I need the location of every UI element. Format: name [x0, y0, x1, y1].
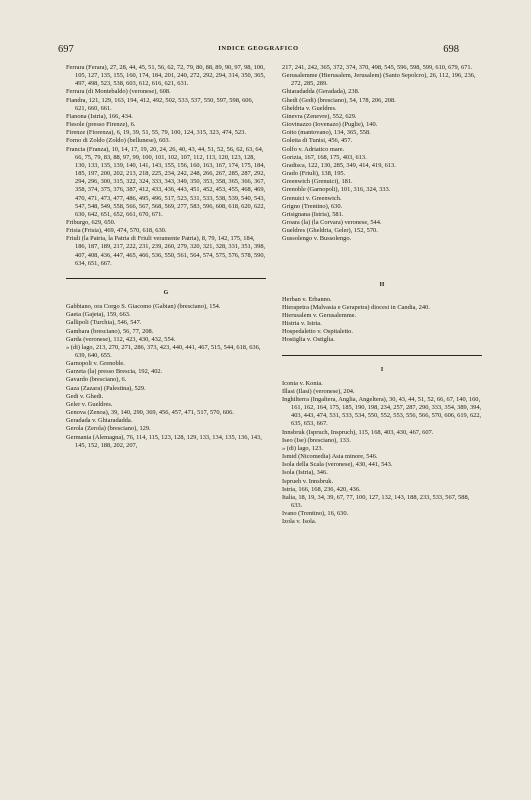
index-entry: Isprueh v. Innsbruk. — [282, 477, 334, 485]
index-entry: Gerola (Zerola) (bresciano), 129. — [66, 425, 151, 433]
section-g-entries — [66, 303, 266, 450]
index-entry: Grigno (Trentino), 630. — [282, 202, 343, 210]
index-entry: Fiesole (presso Firenze), 6. — [66, 121, 136, 129]
index-entry: Herban v. Erbanno. — [282, 295, 332, 303]
running-title: INDICE GEOGRAFICO — [218, 45, 299, 52]
index-entry: Gedi v. Ghedi. — [66, 392, 104, 400]
index-entry: Goito (mantovano), 134, 365, 558. — [282, 129, 371, 137]
section-h-entries — [282, 296, 482, 345]
index-entry: Inghilterra (Ingaltera, Anglia, Angeltera), 30, 43, 44, 51, 52, 66, 67, 140, 160, 161, 162, 164, 175, 185, 190, 198, 234, 257, 287, 290, 333, 354, 389, 394, 403, 443, 474, 531, 533, 534, 550, 552, 553, 556, 566, 570, 606, 619, 622, 635, 653, 667. — [282, 396, 482, 428]
index-entry: Gallipoli (Turchia), 546, 547. — [66, 319, 142, 327]
section-divider — [66, 278, 266, 279]
index-entry: Gavardo (bresciano), 6. — [66, 376, 127, 384]
index-entry: Innsbruk (Ispruch, Inspruch), 115, 168, 403, 430, 467, 607. — [282, 428, 434, 436]
index-entry: Friuli (la Patria, la Patria di Friuli veramente Patria), 8, 79, 142, 175, 184, 186, 187, 189, 217, 222, 231, 239, 260, 279, 320, 321, 328, 331, 351, 398, 407, 408, 436, 447, 465, 466, 536, 550, 561, 564, 574, 575, 576, 578, 590, 634, 651, 667. — [66, 235, 266, 267]
section-letter-h: H — [379, 282, 385, 289]
index-entry: Isola (Istria), 346. — [282, 469, 328, 477]
index-entry: Gheldria v. Gueldres. — [282, 104, 337, 112]
right-page-number: 698 — [443, 44, 459, 55]
index-entry: Grado (Friuli), 138, 195. — [282, 170, 346, 178]
index-entry: Gerusalemme (Hierusalem, Jerusalem) (Santo Sepolcro), 26, 112, 196, 236, 272, 285, 289. — [282, 72, 476, 88]
index-entry: Grisignana (Istria), 581. — [282, 210, 344, 218]
index-entry: » (di) lago, 213, 270, 271, 286, 373, 423, 440, 441, 467, 515, 544, 618, 636, 639, 640, 655. — [66, 343, 261, 359]
index-entry: Gorizia, 167, 168, 175, 403, 613. — [282, 153, 367, 161]
section-letter-i: I — [380, 366, 384, 373]
index-entry: Grenoble (Garnopoli), 101, 316, 324, 333. — [282, 186, 391, 194]
left-column — [66, 64, 266, 450]
index-entry: Italia, 18, 19, 34, 39, 67, 77, 100, 127, 132, 143, 188, 233, 533, 567, 588, 633. — [282, 493, 470, 510]
index-entry: Germania (Alemagna), 76, 114, 115, 123, 128, 129, 133, 134, 135, 136, 143, 145, 152, 188, 202, 207, — [66, 433, 262, 449]
index-entry: Golfo v. Adriatico mare. — [282, 145, 345, 153]
index-entry: Gaza (Zazara) (Palestina), 529. — [66, 384, 146, 392]
index-entry: Genova (Zenoa), 39, 140, 290, 369, 456, 457, 471, 517, 570, 606. — [66, 409, 234, 417]
index-entry: Greenwich (Grenuici), 181. — [282, 178, 353, 186]
page-header — [58, 44, 459, 58]
index-entry: Hierusalem v. Gerusalemme. — [282, 311, 357, 319]
index-entry: Isola della Scala (veronese), 430, 441, 543. — [282, 461, 393, 469]
index-entry: Izola v. Isola. — [282, 518, 317, 526]
section-i-entries — [282, 380, 482, 527]
index-entry: Gussolengo v. Bussolengo. — [282, 235, 352, 243]
index-entry: Garnopoli v. Grenoble. — [66, 360, 125, 368]
index-entry: Goletta di Tunisi, 456, 457. — [282, 137, 353, 145]
index-entry: Ismid (Nicomedia) Asia minore, 546. — [282, 453, 378, 461]
index-entry: Iseo (Ise) (bresciano), 133. — [282, 436, 351, 444]
index-entry: Friburgo, 629, 650. — [66, 218, 116, 226]
index-entry: Ferrara (Ferara), 27, 28, 44, 45, 51, 56, 62, 72, 79, 80, 88, 89, 90, 97, 98, 100, 105, 127, 135, 155, 160, 174, 184, 201, 240, 272, 292, 294, 314, 350, 365, 497, 498, 523, 538, 603, 612, 616, 621, 631. — [66, 64, 266, 88]
section-letter-g: G — [163, 289, 169, 296]
left-page-number: 697 — [58, 44, 74, 55]
index-entry: 217, 241, 242, 365, 372, 374, 370, 498, 545, 596, 598, 599, 610, 679, 671. — [282, 64, 473, 71]
index-entry: Iconia v. Konia. — [282, 379, 323, 387]
index-entry: » (di) lago, 123. — [282, 444, 323, 452]
index-entry: Giovinazzo (Iovenazo) (Puglie), 140. — [282, 121, 378, 129]
index-entry: Gueldres (Gheldria, Geler), 152, 570. — [282, 227, 378, 235]
index-entry: Gaeta (Gajeta), 159, 663. — [66, 311, 131, 319]
section-divider — [282, 355, 482, 356]
index-entry: Ferrara (di Montebaldo) (veronese), 608. — [66, 88, 171, 96]
index-entry: Gambara (bresciano), 56, 77, 208. — [66, 327, 154, 335]
index-entry: Istria, 166, 168, 236, 420, 436. — [282, 485, 361, 493]
index-entry: Firenze (Fiorenza), 6, 19, 39, 51, 55, 79, 100, 124, 315, 323, 474, 523. — [66, 129, 246, 137]
index-entry: Fianona (Istria), 166, 434. — [66, 112, 133, 120]
index-entry: Hostiglia v. Ostiglia. — [282, 336, 335, 344]
index-entry: Garzeta (la) presso Brescia, 192, 402. — [66, 368, 163, 376]
index-entry: Francia (Franza), 10, 14, 17, 19, 20, 24, 26, 40, 43, 44, 51, 52, 56, 62, 63, 64, 66, 75, 79, 83, 88, 97, 99, 100, 101, 102, 107, 112, 113, 120, 123, 128, 130, 133, 135, 139, 140, 141, 143, 155, 156, 160, 163, 167, 174, 175, 184, 185, 197, 200, 202, 213, 218, 225, 234, 242, 248, 266, 267, 285, 287, 292, 294, 296, 300, 315, 322, 324, 333, 343, 349, 350, 353, 358, 365, 366, 367, 358, 374, 375, 376, 387, 412, 433, 436, 443, 451, 452, 453, 455, 468, 469, 470, 471, 473, 477, 486, 495, 496, 517, 523, 531, 533, 538, 539, 540, 543, 547, 548, 549, 558, 566, 567, 568, 569, 277, 583, 596, 608, 618, 620, 622, 630, 642, 651, 652, 661, 670, 671. — [66, 145, 266, 218]
index-entry: Groara (la) (la Corvara) veronese, 544. — [282, 218, 382, 226]
index-entry: Histria v. Istria. — [282, 320, 322, 328]
index-entry: Grenuici v. Greenwich. — [282, 194, 342, 202]
index-entry: Geradada v. Ghiaradadda. — [66, 417, 133, 425]
index-entry: Hospedaletto v. Ospitaletto. — [282, 328, 353, 336]
index-entry: Hierapetra (Malvasia e Gerapetra) diocesi in Candia, 240. — [282, 303, 430, 311]
index-entry: Ghiaradadda (Geradada), 238. — [282, 88, 360, 96]
index-entry: Fiandra, 121, 129, 163, 194, 412, 492, 502, 533, 537, 550, 597, 598, 606, 621, 660, 661. — [66, 96, 254, 112]
index-entry: Geler v. Gueldres. — [66, 400, 113, 408]
index-entry: Gabbiano, ora Corgo S. Giacomo (Gabian) (bresciano), 154. — [66, 303, 221, 311]
index-entry: Frisia (Frisia), 469, 474, 570, 618, 630. — [66, 227, 167, 235]
index-entry: Forno di Zoldo (Zoldo) (bellunese), 603. — [66, 137, 171, 145]
index-entry: Ivano (Trentino), 16, 630. — [282, 510, 349, 518]
index-entry: Illasi (Ilasi) (veronese), 204. — [282, 387, 355, 395]
index-entry: Garda (veronese), 112, 423, 430, 432, 554. — [66, 335, 176, 343]
index-entry: Gradisca, 122, 130, 285, 349, 414, 419, 613. — [282, 161, 396, 169]
section-f-entries — [66, 64, 266, 268]
section-g-continued-entries — [282, 64, 482, 243]
right-column — [282, 64, 482, 527]
index-entry: Ginevra (Zenevre), 552, 629. — [282, 112, 357, 120]
index-entry: Ghedi (Gedi) (bresciano), 54, 178, 206, 208. — [282, 96, 396, 104]
